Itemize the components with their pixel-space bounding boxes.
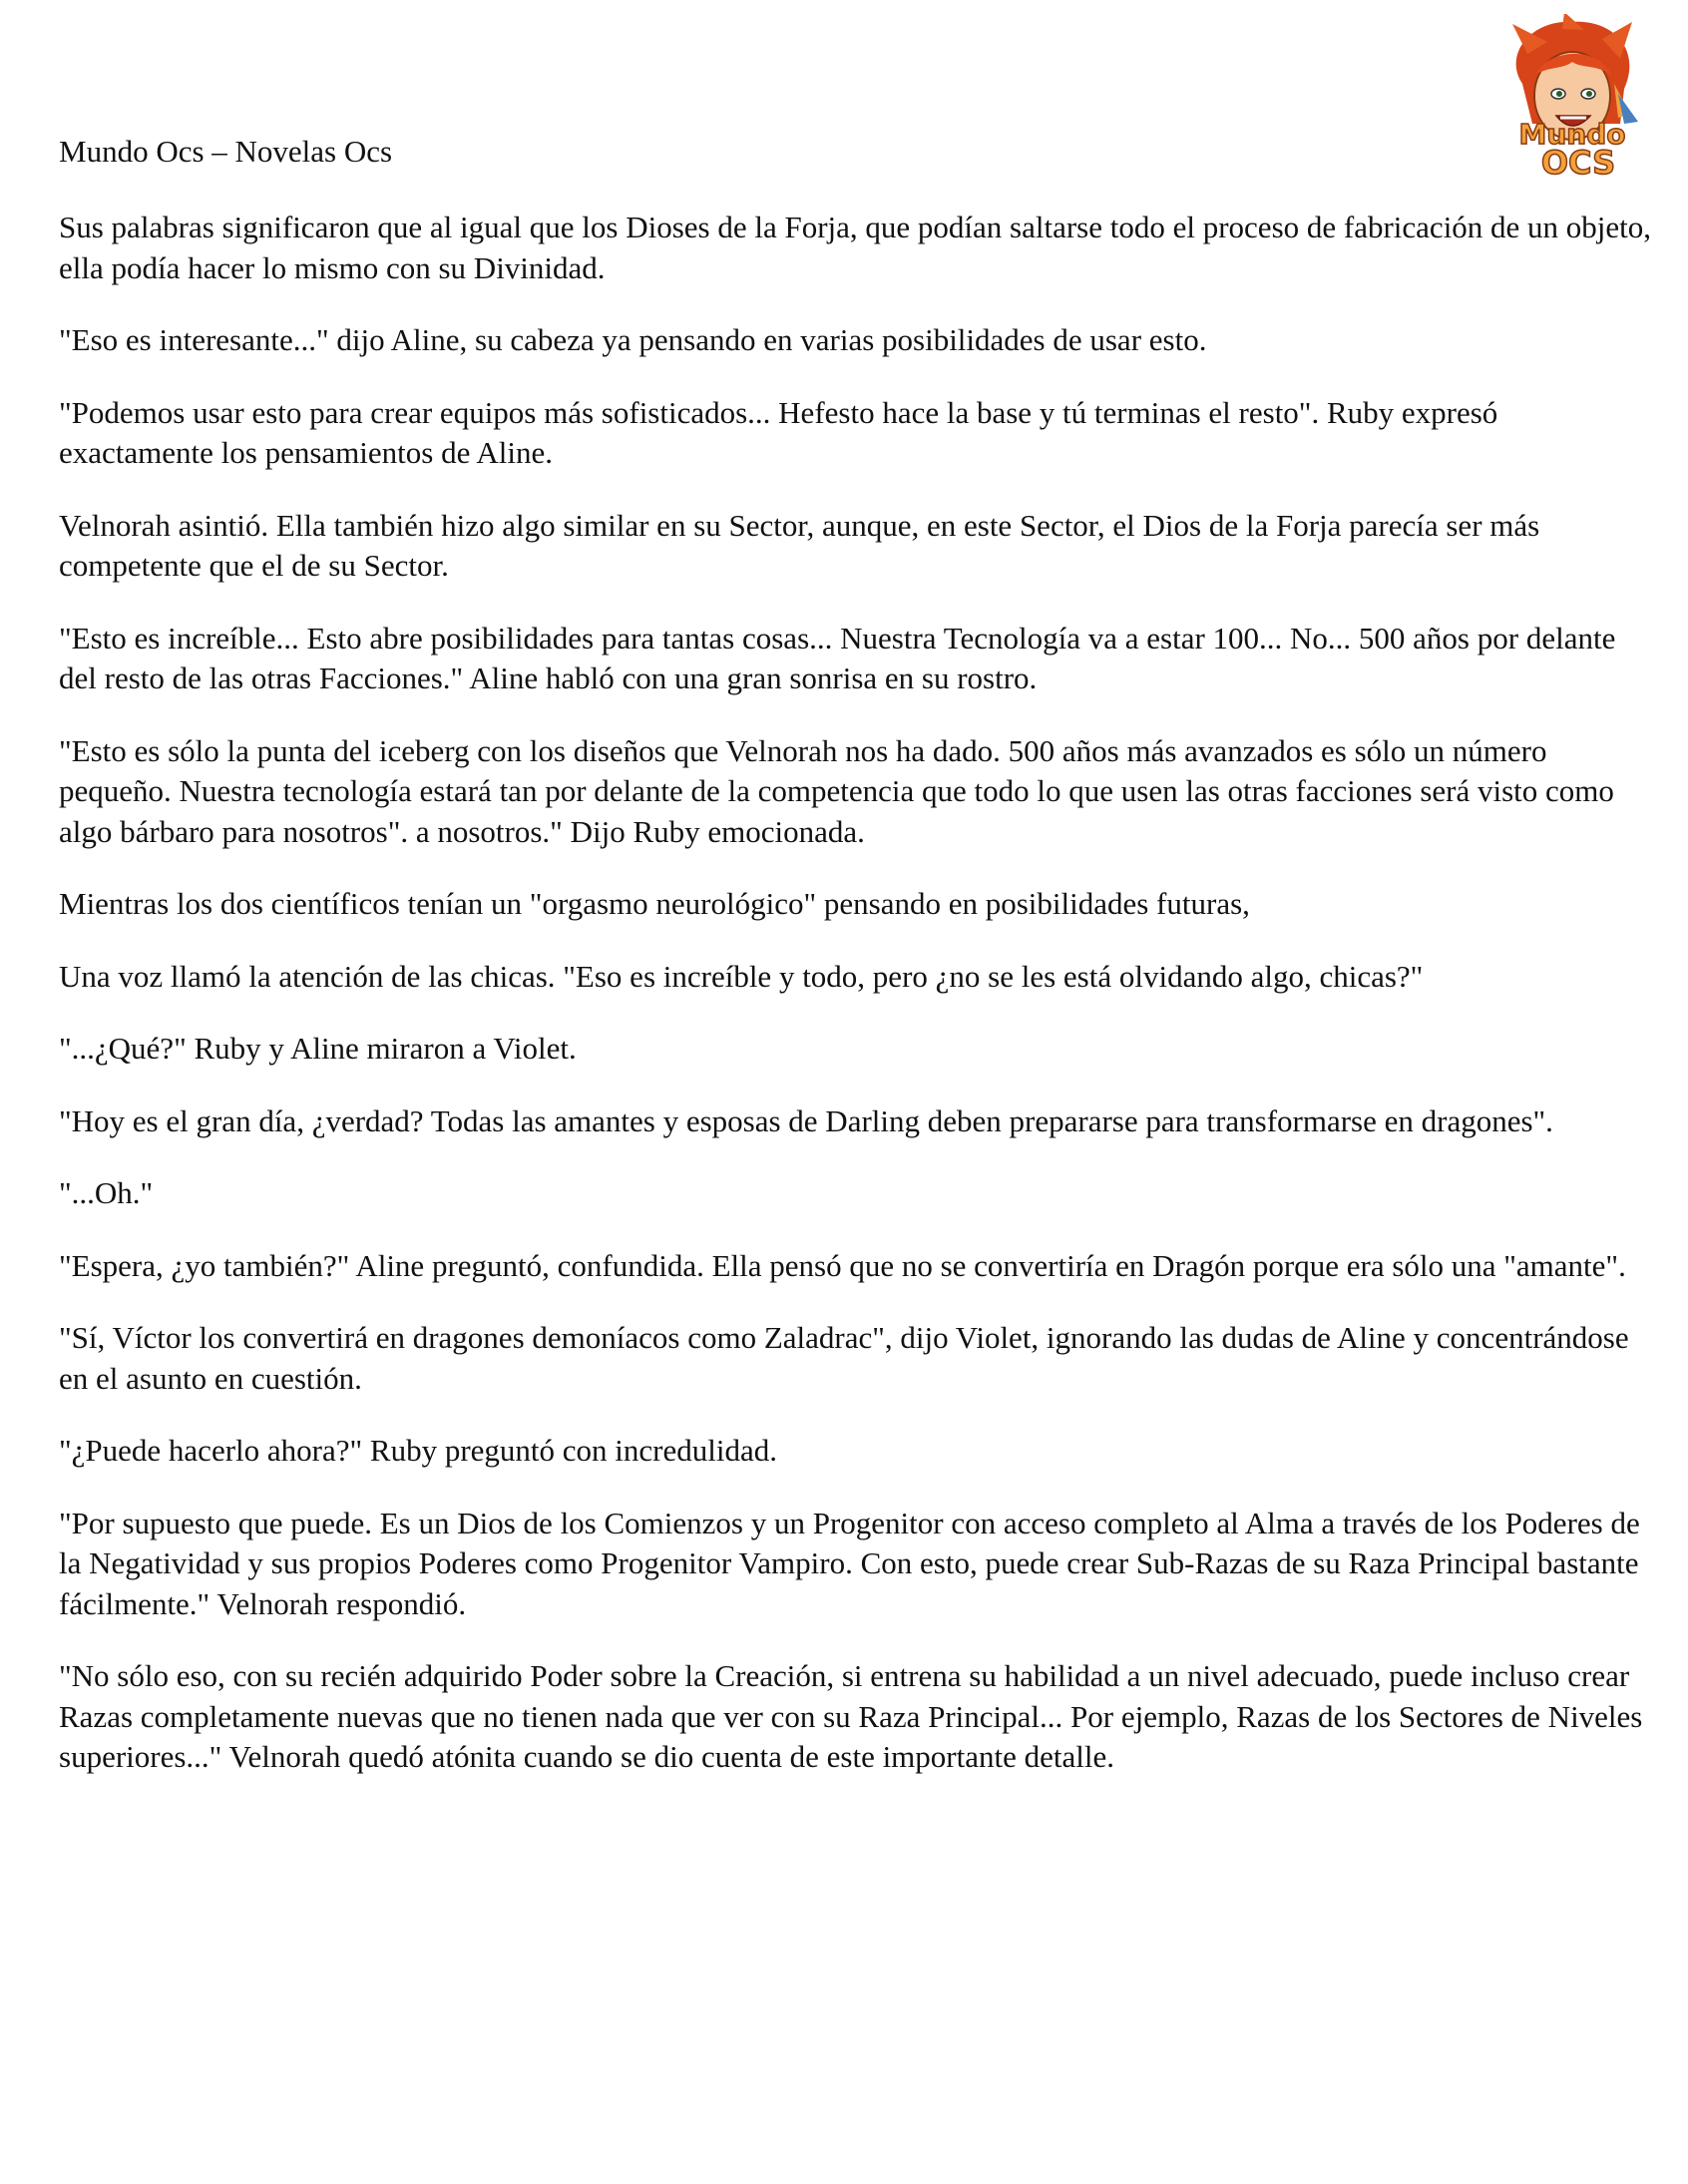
paragraph: Velnorah asintió. Ella también hizo algo similar en su Sector, aunque, en este Sector, el Dios de la Forja parecía ser más competente que el de su Sector. <box>59 507 1540 583</box>
paragraph: "Esto es increíble... Esto abre posibilidades para tantas cosas... Nuestra Tecnología va a estar 100... No... 500 años por delante del resto de las otras Facciones." Aline habló con una gran sonrisa en su rostro. <box>59 620 1616 695</box>
paragraph: "Por supuesto que puede. Es un Dios de los Comienzos y un Progenitor con acceso completo al Alma a través de los Poderes de la Negatividad y sus propios Poderes como Progenitor Vampiro. Con esto, puede crear Sub-Razas de su Raza Principal bastante fácilmente." Velnorah respondió. <box>59 1505 1640 1621</box>
paragraph: "¿Puede hacerlo ahora?" Ruby preguntó con incredulidad. <box>59 1433 777 1468</box>
mundo-ocs-logo-icon <box>1492 14 1652 184</box>
paragraph: "...Oh." <box>59 1175 154 1210</box>
paragraph: "Eso es interesante..." dijo Aline, su cabeza ya pensando en varias posibilidades de usar esto. <box>59 322 1207 357</box>
paragraph: Mientras los dos científicos tenían un "orgasmo neurológico" pensando en posibilidades futuras, <box>59 886 1250 921</box>
paragraph: "Espera, ¿yo también?" Aline preguntó, confundida. Ella pensó que no se convertiría en Dragón porque era sólo una "amante". <box>59 1247 1626 1283</box>
paragraph: Sus palabras significaron que al igual que los Dioses de la Forja, que podían saltarse todo el proceso de fabricación de un objeto, ella podía hacer lo mismo con su Divinidad. <box>59 210 1652 285</box>
page-header-title: Mundo Ocs – Novelas Ocs <box>59 134 393 169</box>
document-body <box>59 208 1655 1810</box>
paragraph: Una voz llamó la atención de las chicas. "Eso es increíble y todo, pero ¿no se les está olvidando algo, chicas?" <box>59 958 1424 994</box>
paragraph: "Esto es sólo la punta del iceberg con los diseños que Velnorah nos ha dado. 500 años más avanzados es sólo un número pequeño. Nuestra tecnología estará tan por delante de la competencia que todo lo que usen las otras facciones será visto como algo bárbaro para nosotros". a nosotros." Dijo Ruby emocionada. <box>59 732 1614 849</box>
paragraph: "Sí, Víctor los convertirá en dragones demoníacos como Zaladrac", dijo Violet, ignorando las dudas de Aline y concentrándose en el asunto en cuestión. <box>59 1320 1629 1396</box>
paragraph: "No sólo eso, con su recién adquirido Poder sobre la Creación, si entrena su habilidad a un nivel adecuado, puede incluso crear Razas completamente nuevas que no tienen nada que ver con su Raza Principal... Por ejemplo, Razas de los Sectores de Niveles superiores..." Velnorah quedó atónita cuando se dio cuenta de este importante detalle. <box>59 1658 1643 1774</box>
paragraph: "Podemos usar esto para crear equipos más sofisticados... Hefesto hace la base y tú terminas el resto". Ruby expresó exactamente los pensamientos de Aline. <box>59 394 1498 470</box>
logo-text-bottom: OCS <box>1540 144 1616 182</box>
logo-text-top: Mundo <box>1518 118 1626 151</box>
paragraph: "...¿Qué?" Ruby y Aline miraron a Violet. <box>59 1031 577 1066</box>
paragraph: "Hoy es el gran día, ¿verdad? Todas las amantes y esposas de Darling deben prepararse para transformarse en dragones". <box>59 1102 1553 1138</box>
mundo-ocs-logo <box>1492 14 1652 184</box>
